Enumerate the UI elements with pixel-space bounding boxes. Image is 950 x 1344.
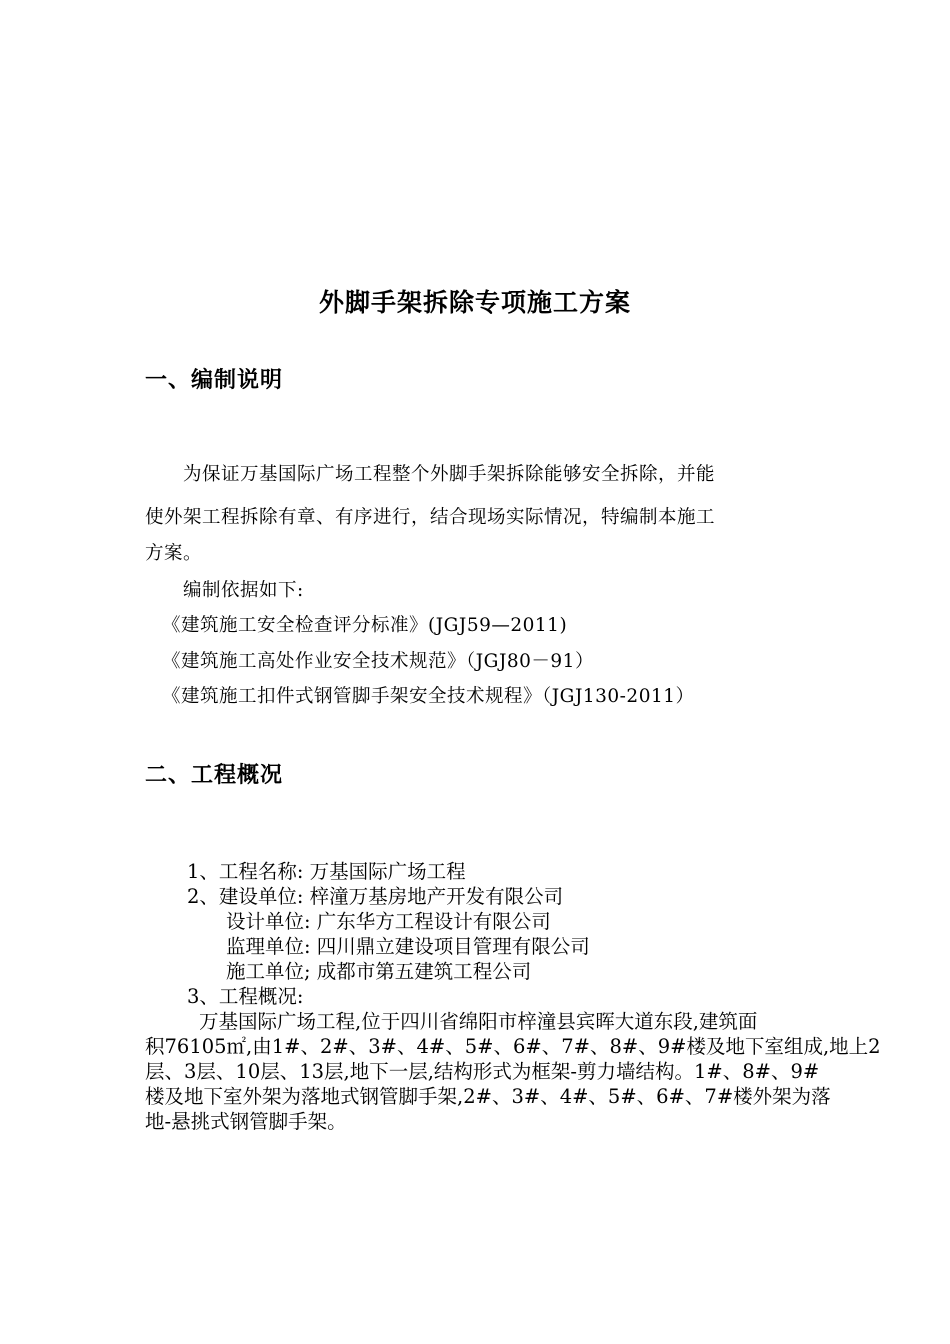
reference-3: 《建筑施工扣件式钢管脚手架安全技术规程》（JGJ130-2011） <box>162 686 695 707</box>
document-title: 外脚手架拆除专项施工方案 <box>318 288 631 317</box>
intro-line-1: 为保证万基国际广场工程整个外脚手架拆除能够安全拆除，并能 <box>183 464 716 485</box>
supervisor-item: 监理单位: 四川鼎立建设项目管理有限公司 <box>226 935 590 958</box>
reference-1: 《建筑施工安全检查评分标准》(JGJ59—2011) <box>162 615 568 636</box>
intro-line-3: 方案。 <box>145 543 203 564</box>
overview-line-4: 楼及地下室外架为落地式钢管脚手架,2#、3#、4#、5#、6#、7#楼外架为落 <box>145 1085 831 1108</box>
basis-label: 编制依据如下: <box>183 580 304 601</box>
project-name-item: 1、工程名称: 万基国际广场工程 <box>187 860 466 883</box>
builder-item: 2、建设单位: 梓潼万基房地产开发有限公司 <box>187 885 564 908</box>
overview-label-item: 3、工程概况: <box>187 985 304 1008</box>
overview-line-1: 万基国际广场工程,位于四川省绵阳市梓潼县宾晖大道东段,建筑面 <box>199 1010 758 1033</box>
section-2-heading: 二、工程概况 <box>145 762 284 788</box>
overview-line-5: 地-悬挑式钢管脚手架。 <box>145 1110 347 1133</box>
designer-item: 设计单位: 广东华方工程设计有限公司 <box>226 910 551 933</box>
contractor-item: 施工单位; 成都市第五建筑工程公司 <box>226 960 532 983</box>
intro-line-2: 使外架工程拆除有章、有序进行，结合现场实际情况，特编制本施工 <box>145 507 716 528</box>
overview-line-3: 层、3层、10层、13层,地下一层,结构形式为框架-剪力墙结构。1#、8#、9# <box>145 1060 820 1083</box>
reference-2: 《建筑施工高处作业安全技术规范》（JGJ80－91） <box>162 651 594 672</box>
section-1-heading: 一、编制说明 <box>145 367 284 393</box>
overview-line-2: 积76105㎡,由1#、2#、3#、4#、5#、6#、7#、8#、9#楼及地下室组成,地上2 <box>145 1035 881 1058</box>
